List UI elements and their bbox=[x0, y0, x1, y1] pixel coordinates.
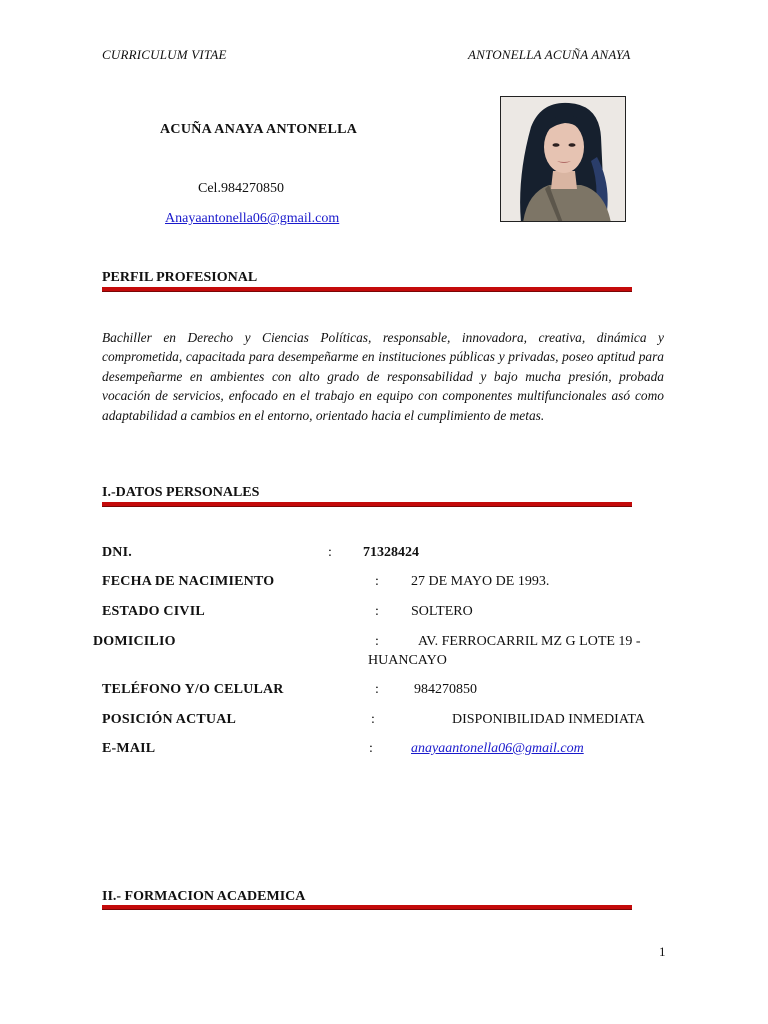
profile-photo bbox=[500, 96, 626, 222]
phone-value: 984270850 bbox=[414, 682, 477, 697]
phone-label: TELÉFONO Y/O CELULAR bbox=[102, 682, 284, 697]
section-heading-personal: I.-DATOS PERSONALES bbox=[102, 485, 260, 500]
position-colon: : bbox=[371, 712, 375, 727]
header-author: ANTONELLA ACUÑA ANAYA bbox=[468, 47, 631, 62]
section-divider bbox=[102, 502, 632, 507]
position-value: DISPONIBILIDAD INMEDIATA bbox=[452, 712, 645, 727]
contact-phone: Cel.984270850 bbox=[198, 181, 284, 196]
address-value-line2: HUANCAYO bbox=[368, 653, 447, 668]
dni-value: 71328424 bbox=[363, 545, 419, 560]
dni-colon: : bbox=[328, 545, 332, 560]
address-label: DOMICILIO bbox=[93, 634, 176, 649]
section-divider bbox=[102, 905, 632, 910]
birthdate-value: 27 DE MAYO DE 1993. bbox=[411, 574, 550, 589]
section-heading-education: II.- FORMACION ACADEMICA bbox=[102, 889, 306, 904]
address-value-line1: AV. FERROCARRIL MZ G LOTE 19 - bbox=[418, 634, 641, 649]
candidate-name: ACUÑA ANAYA ANTONELLA bbox=[160, 122, 358, 137]
page-number: 1 bbox=[659, 944, 666, 959]
profile-paragraph: Bachiller en Derecho y Ciencias Políticas, responsable, innovadora, creativa, dinámica y comprometida, capacitada para desempeñarme en instituciones públicas y privadas, poseo aptitud para desempeñarme en ambientes con alto grado de responsabilidad y bajo mucha presión, probada vocación de servicios, enfocado en el trabajo en equipo con componentes multifuncionales asó como adaptabilidad a cambios en el entorno, orientado hacia el cumplimiento de metas. bbox=[102, 330, 664, 423]
dni-label: DNI. bbox=[102, 545, 132, 560]
email-colon: : bbox=[369, 741, 373, 756]
civil-status-value: SOLTERO bbox=[411, 604, 473, 619]
email-value-link[interactable]: anayaantonella06@gmail.com bbox=[411, 741, 584, 756]
section-divider bbox=[102, 287, 632, 292]
section-heading-profile: PERFIL PROFESIONAL bbox=[102, 270, 258, 285]
portrait-image bbox=[501, 97, 626, 222]
birthdate-colon: : bbox=[375, 574, 379, 589]
birthdate-label: FECHA DE NACIMIENTO bbox=[102, 574, 275, 589]
phone-colon: : bbox=[375, 682, 379, 697]
civil-status-label: ESTADO CIVIL bbox=[102, 604, 205, 619]
contact-email-link[interactable]: Anayaantonella06@gmail.com bbox=[165, 211, 340, 226]
position-label: POSICIÓN ACTUAL bbox=[102, 712, 237, 727]
header-title: CURRICULUM VITAE bbox=[102, 47, 227, 62]
civil-status-colon: : bbox=[375, 604, 379, 619]
address-colon: : bbox=[375, 634, 379, 649]
email-label: E-MAIL bbox=[102, 741, 156, 756]
